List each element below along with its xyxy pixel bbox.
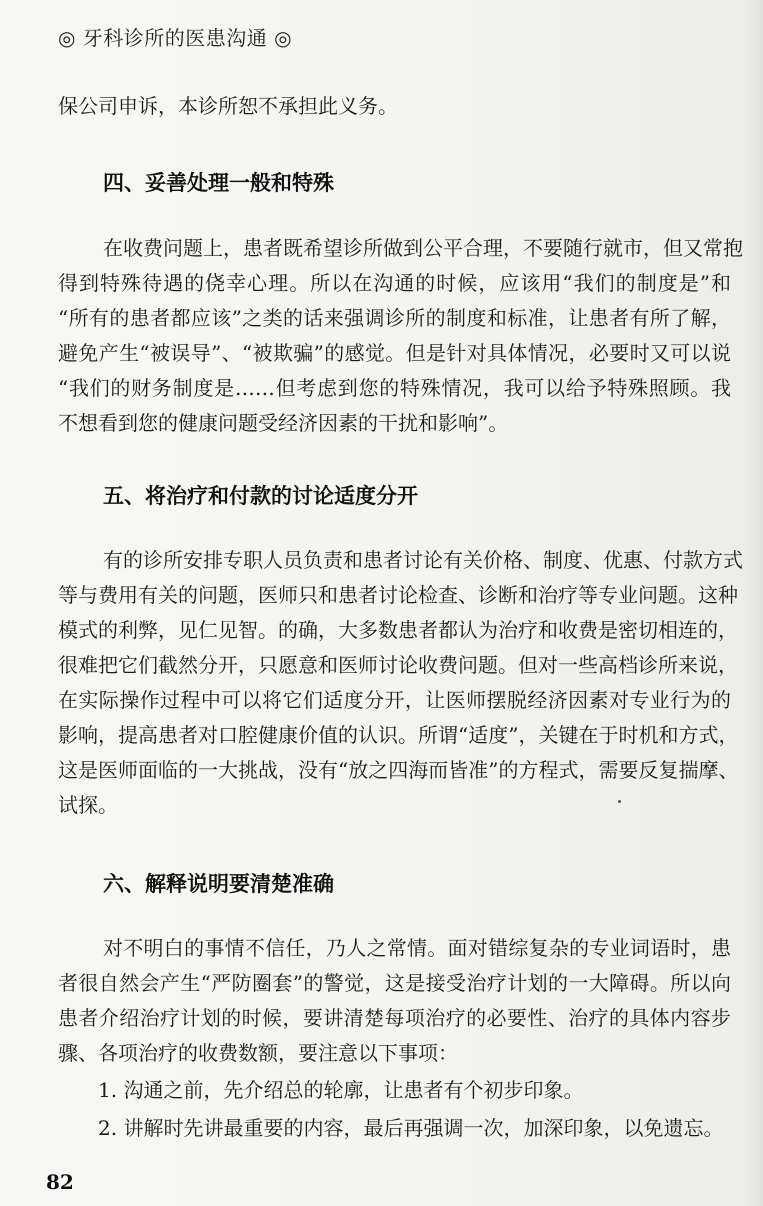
section5-line-1: 有的诊所安排专职人员负责和患者讨论有关价格、制度、优惠、付款方式 <box>103 548 743 572</box>
section6-line-4: 骤、各项治疗的收费数额，要注意以下事项： <box>58 1041 458 1065</box>
section5-line-5: 在实际操作过程中可以将它们适度分开，让医师摆脱经济因素对专业行为的 <box>58 688 731 712</box>
section6-line-3: 患者介绍治疗计划的时候，要讲清楚每项治疗的必要性、治疗的具体内容步 <box>58 1006 731 1030</box>
section4-line-3: “所有的患者都应该”之类的话来强调诊所的制度和标准，让患者有所了解， <box>58 306 731 330</box>
list-item-1: 1. 沟通之前，先介绍总的轮廓，让患者有个初步印象。 <box>98 1078 584 1102</box>
section-heading-5: 五、将治疗和付款的讨论适度分开 <box>103 483 418 508</box>
page-edge-shadow <box>745 0 763 1206</box>
section6-line-2: 者很自然会产生“严防圈套”的警觉，这是接受治疗计划的一大障碍。所以向 <box>58 971 731 995</box>
section4-line-6: 不想看到您的健康问题受经济因素的干扰和影响”。 <box>58 411 509 435</box>
section4-line-5: “我们的财务制度是……但考虑到您的特殊情况，我可以给予特殊照顾。我 <box>58 376 731 400</box>
section5-line-3: 模式的利弊，见仁见智。的确，大多数患者都认为治疗和收费是密切相连的， <box>58 618 738 642</box>
page-number: 82 <box>46 1170 74 1194</box>
section4-line-2: 得到特殊待遇的侥幸心理。所以在沟通的时候，应该用“我们的制度是”和 <box>58 271 731 295</box>
list-item-2: 2. 讲解时先讲最重要的内容，最后再强调一次，加深印象，以免遗忘。 <box>98 1116 724 1140</box>
print-speck <box>618 800 621 803</box>
section-heading-6: 六、解释说明要清楚准确 <box>103 871 334 896</box>
section5-line-2: 等与费用有关的问题，医师只和患者讨论检查、诊断和治疗等专业问题。这种 <box>58 583 738 607</box>
section5-line-7: 这是医师面临的一大挑战，没有“放之四海而皆准”的方程式，需要反复揣摩、 <box>58 758 739 782</box>
section5-line-6: 影响，提高患者对口腔健康价值的认识。所谓“适度”，关键在于时机和方式， <box>58 723 739 747</box>
section5-line-8: 试探。 <box>58 793 118 817</box>
section4-line-1: 在收费问题上，患者既希望诊所做到公平合理，不要随行就市，但又常抱 <box>103 236 743 260</box>
intro-line-1: 保公司申诉，本诊所恕不承担此义务。 <box>58 94 398 118</box>
section6-line-1: 对不明白的事情不信任，乃人之常情。面对错综复杂的专业词语时，患 <box>103 936 731 960</box>
section4-line-4: 避免产生“被误导”、“被欺骗”的感觉。但是针对具体情况，必要时又可以说 <box>58 341 731 365</box>
running-head: ◎ 牙科诊所的医患沟通 ◎ <box>58 26 293 50</box>
section5-line-4: 很难把它们截然分开，只愿意和医师讨论收费问题。但对一些高档诊所来说， <box>58 653 738 677</box>
section-heading-4: 四、妥善处理一般和特殊 <box>103 170 334 195</box>
